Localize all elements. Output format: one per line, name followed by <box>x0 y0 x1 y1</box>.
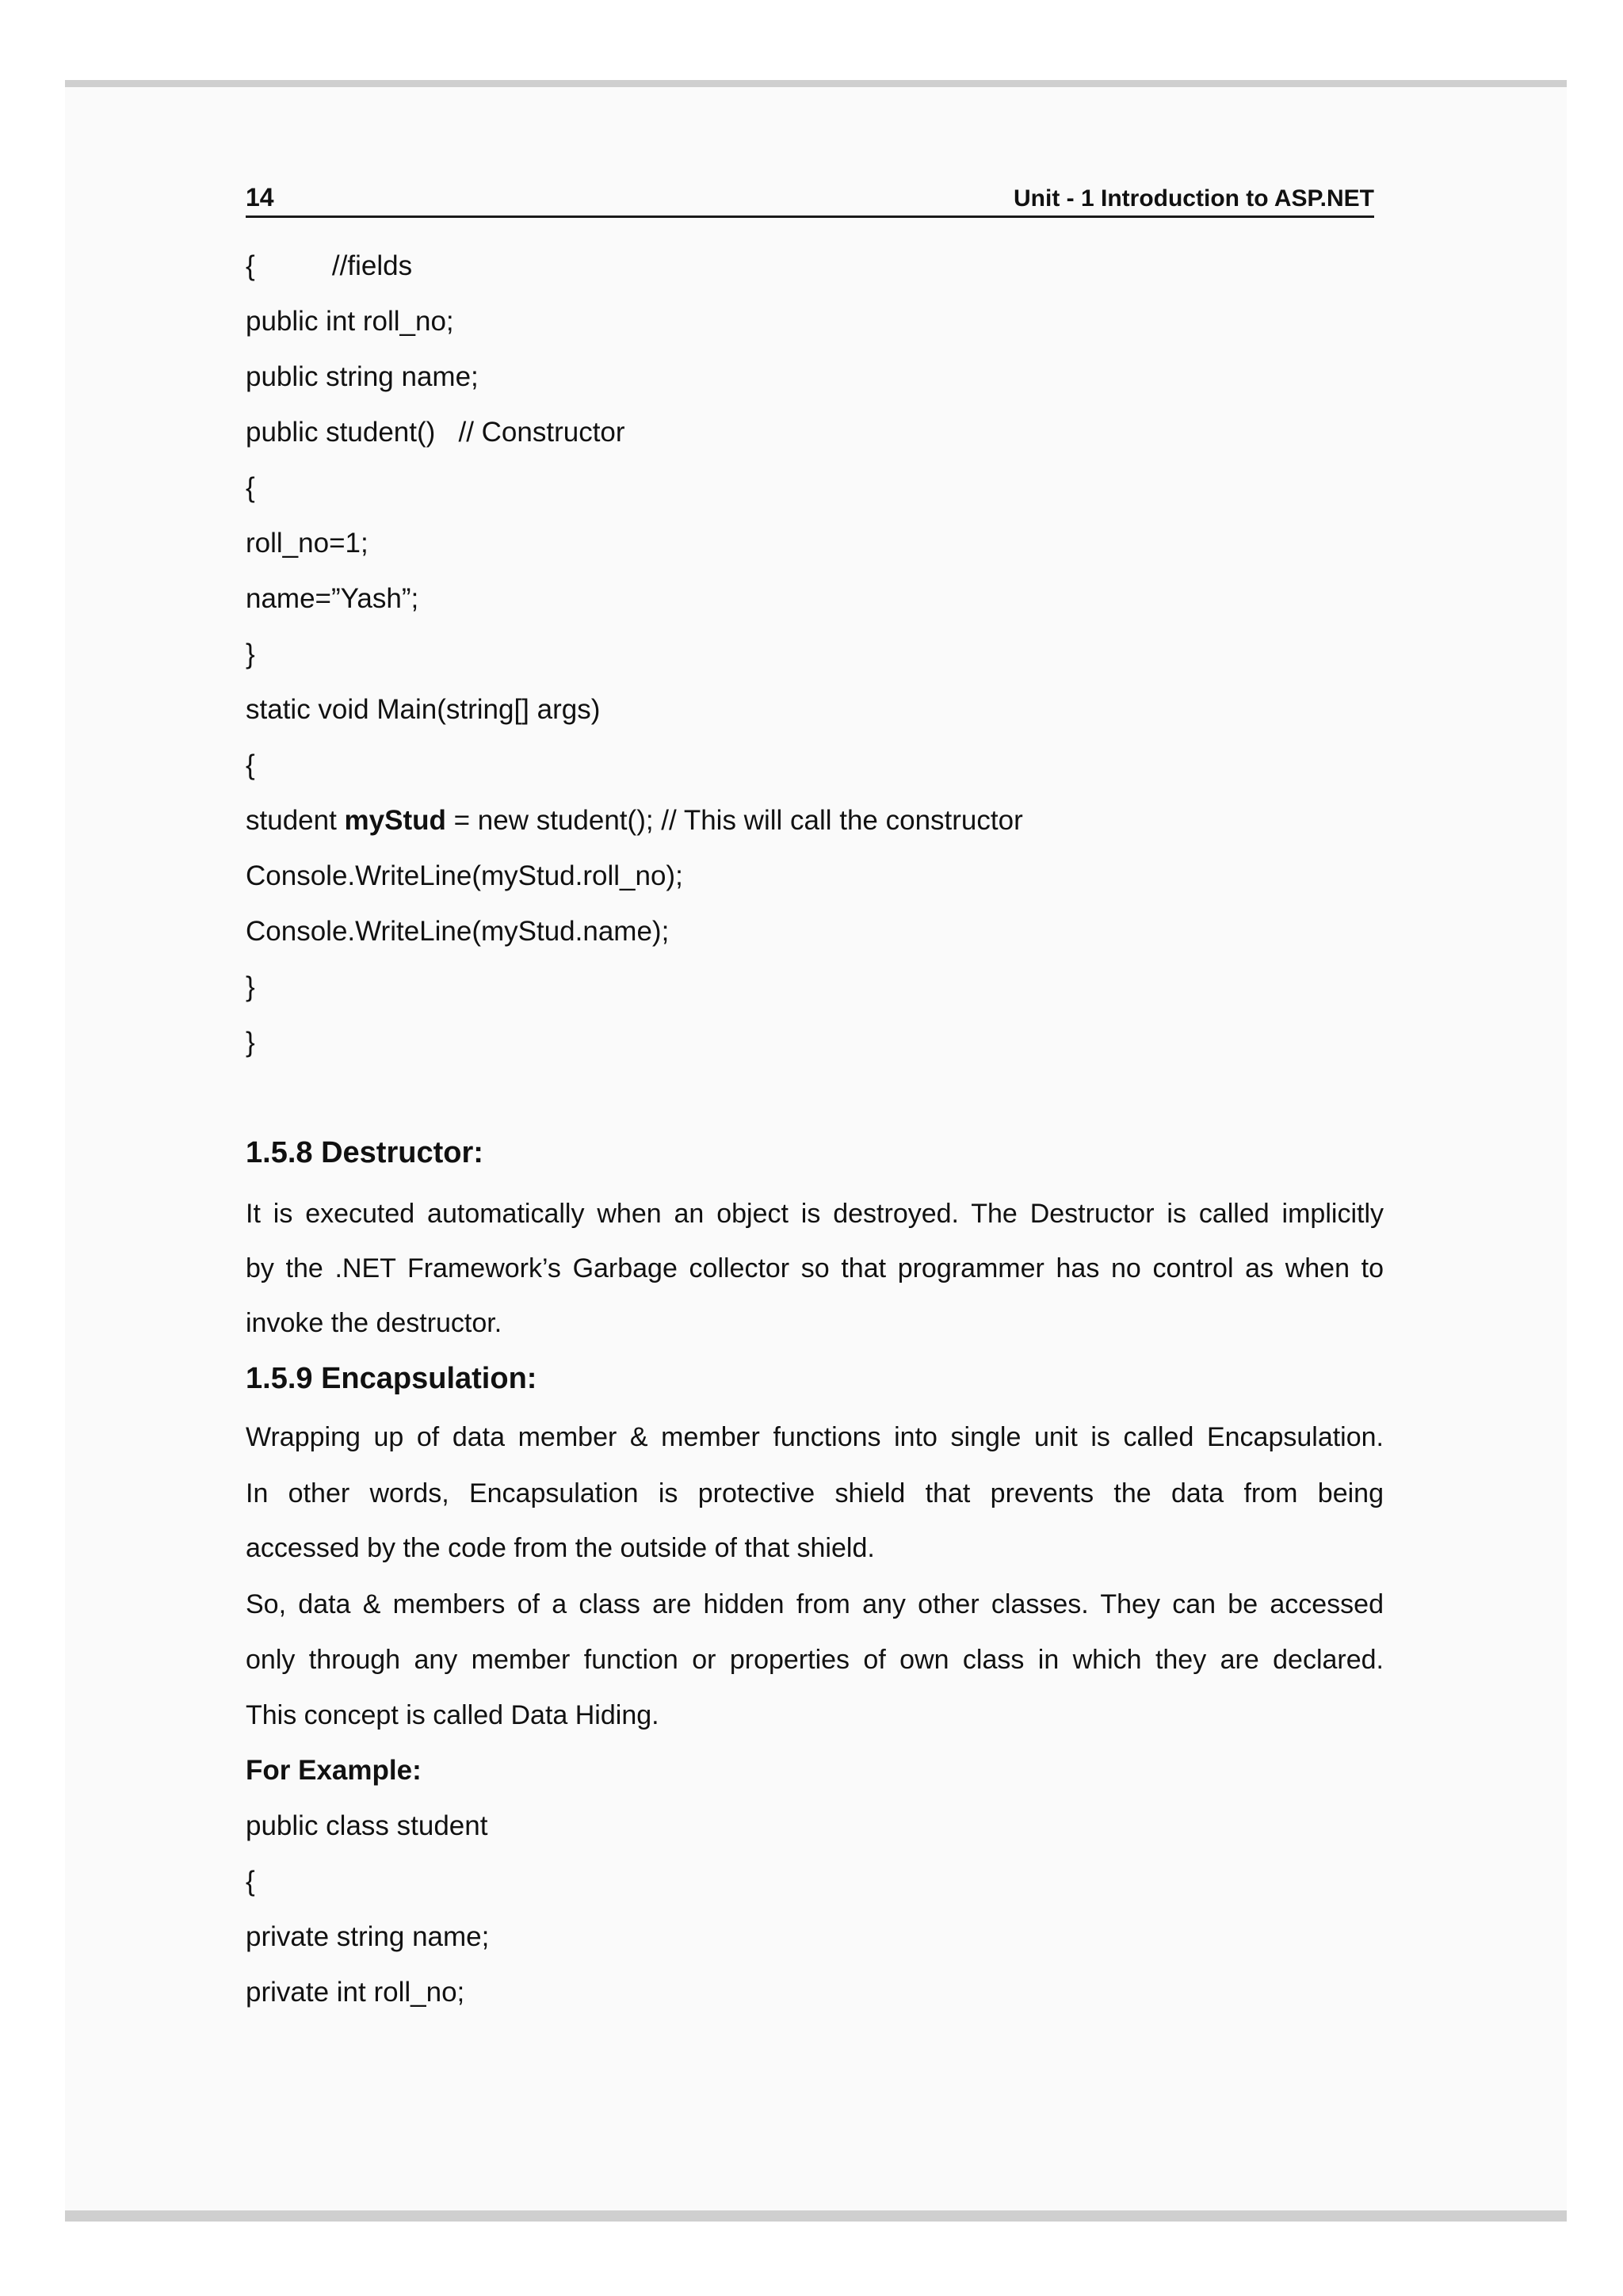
unit-title: Unit - 1 Introduction to ASP.NET <box>1014 185 1374 212</box>
code-line: public int roll_no; <box>246 306 454 337</box>
paragraph-line: invoke the destructor. <box>246 1308 502 1338</box>
example-label: For Example: <box>246 1755 422 1786</box>
code-line: Console.WriteLine(myStud.name); <box>246 916 670 947</box>
code-line: public class student <box>246 1810 488 1841</box>
code-line: { <box>246 1866 255 1897</box>
code-text: student <box>246 805 345 836</box>
bottom-rule <box>65 2210 1567 2222</box>
paragraph-line: So, data & members of a class are hidden from any other classes. They can be accessed <box>246 1589 1384 1619</box>
paragraph-line: by the .NET Framework’s Garbage collector so that programmer has no control as when to <box>246 1253 1384 1283</box>
paragraph-line: Wrapping up of data member & member functions into single unit is called Encapsulation. <box>246 1422 1384 1452</box>
top-rule <box>65 80 1567 87</box>
code-line: private int roll_no; <box>246 1977 465 2008</box>
paragraph-line: In other words, Encapsulation is protective shield that prevents the data from being <box>246 1478 1384 1508</box>
code-line: { <box>246 472 255 503</box>
page-number: 14 <box>246 183 274 212</box>
code-line: { <box>246 749 255 780</box>
paragraph-line: This concept is called Data Hiding. <box>246 1700 659 1730</box>
code-line: } <box>246 1027 255 1058</box>
paragraph-line: only through any member function or properties of own class in which they are declared. <box>246 1645 1384 1675</box>
code-line: private string name; <box>246 1921 490 1952</box>
code-line: static void Main(string[] args) <box>246 694 601 725</box>
paragraph-line: accessed by the code from the outside of that shield. <box>246 1533 875 1563</box>
code-text: = new student(); // This will call the constructor <box>445 805 1023 836</box>
code-identifier-bold: myStud <box>344 805 446 836</box>
section-heading: 1.5.8 Destructor: <box>246 1136 483 1169</box>
page-header <box>246 181 1374 218</box>
code-line: Console.WriteLine(myStud.roll_no); <box>246 860 683 891</box>
code-line: } <box>246 639 255 669</box>
code-line: { //fields <box>246 250 413 281</box>
code-line: } <box>246 971 255 1002</box>
code-line: roll_no=1; <box>246 528 369 559</box>
code-line <box>246 805 1023 837</box>
code-line: name=”Yash”; <box>246 583 419 614</box>
section-heading: 1.5.9 Encapsulation: <box>246 1362 537 1395</box>
code-line: public student() // Constructor <box>246 417 625 448</box>
paragraph-line: It is executed automatically when an object is destroyed. The Destructor is called implicitly <box>246 1199 1384 1229</box>
code-line: public string name; <box>246 361 479 392</box>
